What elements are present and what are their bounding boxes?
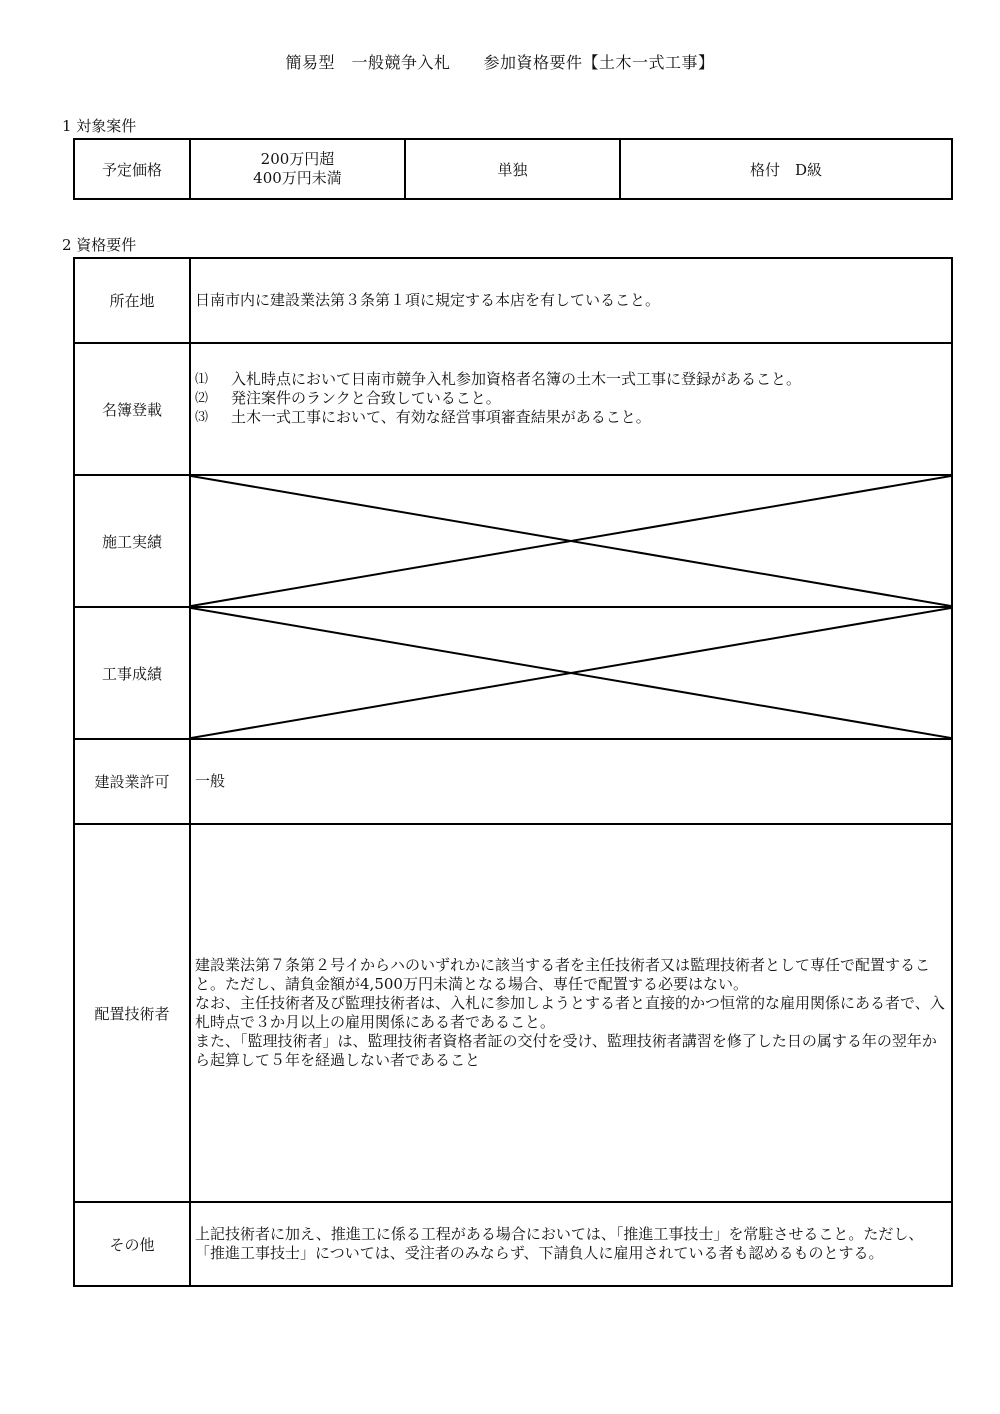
registry-item xyxy=(195,408,951,427)
other-label: その他 xyxy=(74,1202,190,1286)
price-range-upper: 400万円未満 xyxy=(253,169,342,187)
row-registry xyxy=(74,343,952,475)
price-label: 予定価格 xyxy=(74,139,190,199)
other-text: 上記技術者に加え、推進工に係る工程がある場合においては、「推進工事技士」を常駐させること。ただし、「推進工事技士」については、受注者のみならず、下請負人に雇用されている者も認めるものとする。 xyxy=(190,1202,952,1286)
performance-label: 工事成績 xyxy=(74,607,190,739)
row-track-record xyxy=(74,475,952,607)
registry-item-text: 発注案件のランクと合致していること。 xyxy=(231,388,501,407)
engineer-paragraph: また、「監理技術者」は、監理技術者資格者証の交付を受け、監理技術者講習を修了した日の属する年の翌年から起算して５年を経過しない者であること xyxy=(195,1032,937,1069)
engineer-text xyxy=(190,824,952,1202)
row-engineer xyxy=(74,824,952,1202)
registry-item xyxy=(195,370,951,389)
cross-mark xyxy=(191,608,951,738)
price-range xyxy=(190,139,405,199)
location-label: 所在地 xyxy=(74,258,190,343)
registry-item-num: ⑵ xyxy=(195,390,209,406)
engineer-label: 配置技術者 xyxy=(74,824,190,1202)
section-2-label: 2 資格要件 xyxy=(62,236,137,254)
page-title: 簡易型 一般競争入札 参加資格要件【土木一式工事】 xyxy=(285,53,715,72)
track-record-label: 施工実績 xyxy=(74,475,190,607)
track-record-not-applicable-cross xyxy=(190,475,952,607)
bid-type: 単独 xyxy=(405,139,620,199)
section-1-label: 1 対象案件 xyxy=(62,117,137,135)
row-other xyxy=(74,1202,952,1286)
row-license xyxy=(74,739,952,824)
requirements-table xyxy=(73,257,953,1287)
license-text: 一般 xyxy=(190,739,952,824)
registry-item-text: 入札時点において日南市競争入札参加資格者名簿の土木一式工事に登録があること。 xyxy=(231,369,802,388)
registry-item xyxy=(195,389,951,408)
engineer-paragraph: 建設業法第７条第２号イからハのいずれかに該当する者を主任技術者又は監理技術者として専任で配置すること。ただし、請負金額が4,500万円未満となる場合、専任で配置する必要はない。 xyxy=(195,956,931,993)
row-performance xyxy=(74,607,952,739)
row-location xyxy=(74,258,952,343)
rank: 格付 D級 xyxy=(620,139,952,199)
registry-item-num: ⑶ xyxy=(195,409,209,425)
registry-item-num: ⑴ xyxy=(195,371,209,387)
registry-items xyxy=(190,343,952,475)
license-label: 建設業許可 xyxy=(74,739,190,824)
engineer-paragraph: なお、主任技術者及び監理技術者は、入札に参加しようとする者と直接的かつ恒常的な雇用関係にある者で、入札時点で３か月以上の雇用関係にある者であること。 xyxy=(195,994,945,1031)
registry-item-text: 土木一式工事において、有効な経営事項審査結果があること。 xyxy=(231,407,651,426)
registry-label: 名簿登載 xyxy=(74,343,190,475)
target-project-table xyxy=(73,138,953,200)
location-text: 日南市内に建設業法第３条第１項に規定する本店を有していること。 xyxy=(190,258,952,343)
cross-mark xyxy=(191,476,951,606)
performance-not-applicable-cross xyxy=(190,607,952,739)
price-range-lower: 200万円超 xyxy=(260,150,335,168)
